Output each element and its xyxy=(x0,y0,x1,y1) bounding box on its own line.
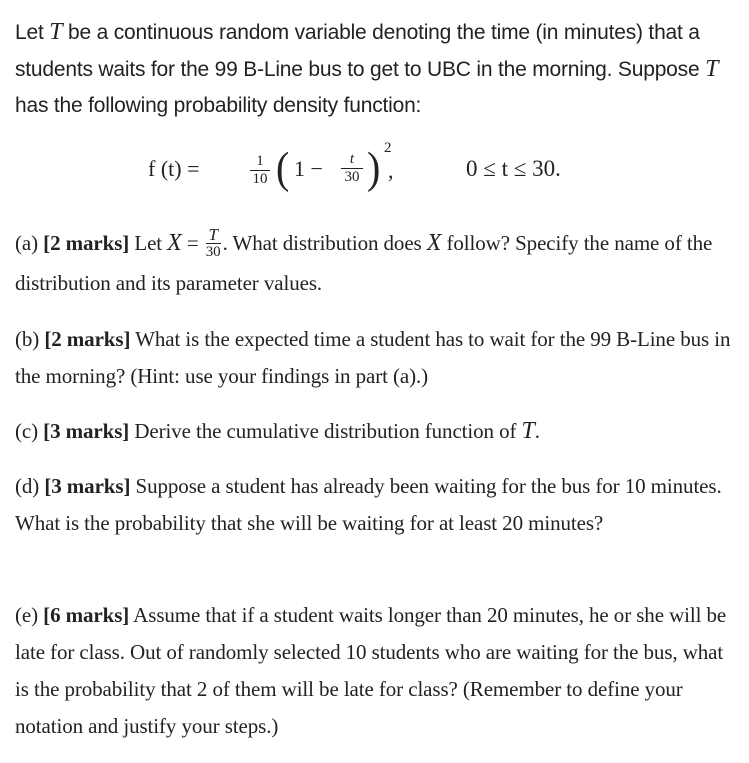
fraction-t-over-30 xyxy=(205,224,221,260)
variable-t: T xyxy=(705,56,719,82)
formula-one-minus: 1 − xyxy=(294,156,323,181)
fraction-denominator: 30 xyxy=(205,243,221,260)
fraction-denominator: 30 xyxy=(344,169,360,185)
intro-text: be a continuous random variable denoting the time (in minutes) that a students waits for the 99 B-Line bus to get to UBC in the morning. Suppose xyxy=(15,21,706,81)
part-text: . xyxy=(534,419,540,443)
intro-text: Let xyxy=(15,21,50,44)
question-part-d xyxy=(15,468,740,542)
marks-badge: [2 marks] xyxy=(44,327,131,351)
left-paren: ( xyxy=(276,142,290,193)
question-part-e xyxy=(15,597,740,745)
equals-sign: = xyxy=(181,231,204,255)
part-text: Suppose a student has already been waiting for the bus for 10 minutes. What is the probability that she will be waiting for at least 20 minutes? xyxy=(15,474,722,535)
variable-t: T xyxy=(521,418,535,444)
part-text: follow? Specify the name of the distribution and its parameter values. xyxy=(15,231,713,295)
fraction-numerator: t xyxy=(349,151,355,167)
question-part-a xyxy=(15,223,740,303)
part-text: What is the expected time a student has to wait for the 99 B-Line bus in the morning? (Hint: use your findings in part (a).) xyxy=(15,327,731,388)
part-text: Derive the cumulative distribution function of xyxy=(129,419,522,443)
question-part-b xyxy=(15,321,740,395)
variable-x: X xyxy=(167,230,182,256)
question-part-c xyxy=(15,413,740,450)
intro-text: has the following probability density function: xyxy=(15,94,422,117)
fraction-numerator: 1 xyxy=(256,153,264,169)
intro-paragraph xyxy=(15,14,740,124)
formula-exponent: 2 xyxy=(384,140,392,156)
formula-lhs: f (t) = xyxy=(148,156,200,181)
part-label: (b) xyxy=(15,327,45,351)
pdf-formula xyxy=(148,140,618,200)
marks-badge: [6 marks] xyxy=(43,603,130,627)
part-text: Let xyxy=(129,231,168,255)
marks-badge: [2 marks] xyxy=(43,231,130,255)
formula-comma: , xyxy=(388,158,394,183)
part-label: (a) xyxy=(15,231,44,255)
marks-badge: [3 marks] xyxy=(44,474,131,498)
part-text: Assume that if a student waits longer than 20 minutes, he or she will be late for class. Out of randomly selected 10 students who are waiting for the bus, what is the probability that 2 of them will be late for class? (Remember to define your notation and justify your steps.) xyxy=(15,603,727,738)
part-label: (c) xyxy=(15,419,44,443)
fraction-numerator: T xyxy=(208,224,218,244)
fraction-denominator: 10 xyxy=(252,171,268,187)
marks-badge: [3 marks] xyxy=(43,419,130,443)
variable-x: X xyxy=(426,230,442,256)
formula-fraction-1-10 xyxy=(250,154,270,187)
part-text: . What distribution does xyxy=(222,231,427,255)
right-paren: ) xyxy=(367,142,381,193)
part-label: (d) xyxy=(15,474,45,498)
formula-fraction-t-30 xyxy=(341,152,363,185)
part-label: (e) xyxy=(15,603,44,627)
variable-t: T xyxy=(49,19,63,45)
formula-domain: 0 ≤ t ≤ 30. xyxy=(466,156,561,181)
